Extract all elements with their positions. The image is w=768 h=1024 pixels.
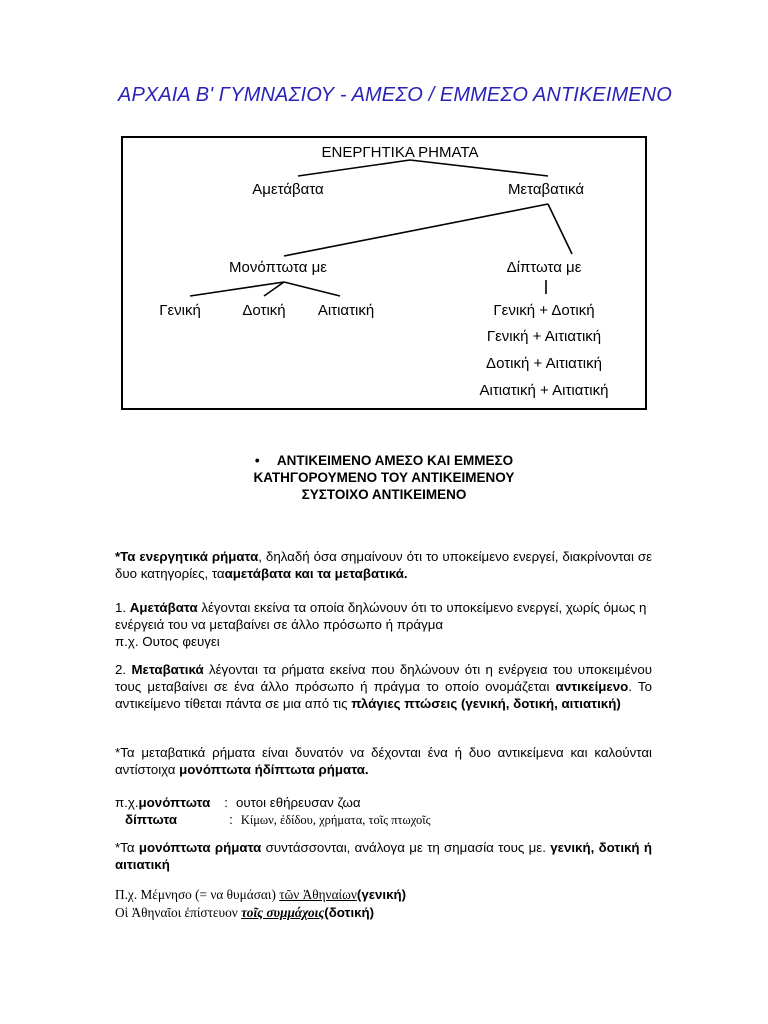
ex2-prefix: Π.χ. bbox=[115, 887, 141, 902]
section-headings bbox=[150, 452, 618, 503]
line-transitive-diptota bbox=[548, 204, 572, 254]
ex1-prefix: π.χ. bbox=[115, 795, 139, 810]
ex1-label1: μονόπτωτα bbox=[138, 795, 211, 810]
ex2-text2: Οἱ Ἀθηναῖοι ἐπίστευον bbox=[115, 905, 242, 920]
ex2-ul2: τοῖς συμμάχοις bbox=[241, 905, 325, 920]
line-mono-accusative bbox=[284, 282, 340, 296]
ex2-ul1: τῶν Ἀθηναίων bbox=[279, 887, 357, 902]
ex1-label2: δίπτωτα bbox=[125, 812, 178, 827]
heading-line: ΣΥΣΤΟΙΧΟ ΑΝΤΙΚΕΙΜΕΝΟ bbox=[301, 487, 467, 502]
paragraph-objects bbox=[115, 744, 652, 778]
page-title: ΑΡΧΑΙΑ Β' ΓΥΜΝΑΣΙΟΥ - ΑΜΕΣΟ / ΕΜΜΕΣΟ ΑΝΤΙΚΕΙΜΕΝΟ bbox=[118, 84, 672, 106]
p4-star: * bbox=[115, 745, 121, 760]
line-root-intransitive bbox=[298, 160, 410, 176]
dipto-case: Αιτιατική + Αιτιατική bbox=[479, 382, 609, 399]
ex1-colon2: : bbox=[229, 812, 233, 827]
p4-text: Τα μεταβατικά ρήματα είναι δυνατόν να δέχονται ένα ή δυο αντικείμενα και καλούνται αντίστοιχα bbox=[115, 745, 652, 777]
diagram-root: ΕΝΕΡΓΗΤΙΚΑ ΡΗΜΑΤΑ bbox=[321, 144, 479, 161]
diagram-monoptota: Μονόπτωτα με bbox=[229, 259, 327, 276]
ex2-case1: (γενική) bbox=[356, 887, 407, 902]
p1-bold2: αμετάβατα και τα μεταβατικά. bbox=[224, 566, 408, 581]
p2-text: λέγονται εκείνα τα οποία δηλώνουν ότι το υποκείμενο ενεργεί, χωρίς όμως η ενέργειά του να μεταβαίνει σε άλλο πρόσωπο ή πράγμα bbox=[115, 600, 647, 632]
bullet-icon: • bbox=[254, 453, 260, 468]
example-block-2 bbox=[115, 886, 652, 922]
diagram-transitive: Μεταβατικά bbox=[507, 181, 585, 198]
p1-text: , δηλαδή όσα σημαίνουν ότι το υποκείμενο ενεργεί, διακρίνονται σε δυο κατηγορίες, τα bbox=[115, 549, 652, 581]
p4-bold: μονόπτωτα ήδίπτωτα ρήματα. bbox=[179, 762, 369, 777]
dipto-case: Γενική + Αιτιατική bbox=[486, 328, 602, 345]
line-mono-genitive bbox=[190, 282, 284, 296]
p5-bold1: μονόπτωτα ρήματα bbox=[138, 840, 262, 855]
heading-line: ΚΑΤΗΓΟΡΟΥΜΕΝΟ ΤΟΥ ΑΝΤΙΚΕΙΜΕΝΟΥ bbox=[253, 470, 515, 485]
p3-text2: . Το αντικείμενο τίθεται πάντα σε μια από τις bbox=[115, 679, 652, 711]
p3-num: 2. bbox=[115, 662, 127, 677]
heading-line: ΑΝΤΙΚΕΙΜΕΝΟ ΑΜΕΣΟ ΚΑΙ ΕΜΜΕΣΟ bbox=[276, 453, 514, 468]
paragraph-transitive bbox=[115, 661, 652, 712]
line-transitive-monoptota bbox=[284, 204, 548, 256]
p1-bold: *Τα ενεργητικά ρήματα bbox=[115, 549, 259, 564]
p3-bold: Μεταβατικά bbox=[131, 662, 204, 677]
p3-text1: λέγονται τα ρήματα εκείνα που δηλώνουν ότι η ενέργεια του υποκειμένου τους μεταβαίνει σε ένα άλλο πρόσωπο ή πράγμα το οποίο ονομάζεται bbox=[115, 662, 652, 694]
ex1-colon1: : bbox=[224, 795, 228, 810]
paragraph-intransitive bbox=[115, 599, 652, 650]
ex2-case2: (δοτική) bbox=[324, 905, 375, 920]
ex1-text2: Κίμων, ἐδίδου, χρήματα, τοῖς πτωχοῖς bbox=[240, 813, 431, 827]
line-root-transitive bbox=[410, 160, 548, 176]
paragraph-active-verbs bbox=[115, 548, 652, 582]
p3-bold2: αντικείμενο bbox=[555, 679, 629, 694]
p2-num: 1. bbox=[115, 600, 127, 615]
ex2-text1: Μέμνησο (= να θυμάσαι) bbox=[140, 887, 280, 902]
p5-bold2: γενική, δοτική ή αιτιατική bbox=[115, 840, 652, 872]
paragraph-monoptota bbox=[115, 839, 652, 873]
mono-case: Αιτιατική bbox=[317, 302, 375, 319]
ex1-text1: ουτοι εθήρευσαν ζωα bbox=[236, 795, 361, 810]
dipto-case: Γενική + Δοτική bbox=[493, 302, 595, 319]
p2-bold: Αμετάβατα bbox=[129, 600, 198, 615]
mono-case: Δοτική bbox=[242, 302, 286, 319]
p2-example: π.χ. Ουτος φευγει bbox=[115, 634, 220, 649]
diagram-intransitive: Αμετάβατα bbox=[252, 181, 324, 198]
mono-case: Γενική bbox=[159, 302, 201, 319]
dipto-case: Δοτική + Αιτιατική bbox=[486, 355, 602, 372]
example-block-1 bbox=[115, 794, 652, 829]
p3-bold3: πλάγιες πτώσεις (γενική, δοτική, αιτιατική) bbox=[351, 696, 621, 711]
p5-text: συντάσσονται, ανάλογα με τη σημασία τους με. bbox=[261, 840, 551, 855]
diagram-diptota: Δίπτωτα με bbox=[506, 259, 582, 276]
p5-star: *Τα bbox=[115, 840, 139, 855]
verb-tree-diagram bbox=[0, 0, 768, 440]
